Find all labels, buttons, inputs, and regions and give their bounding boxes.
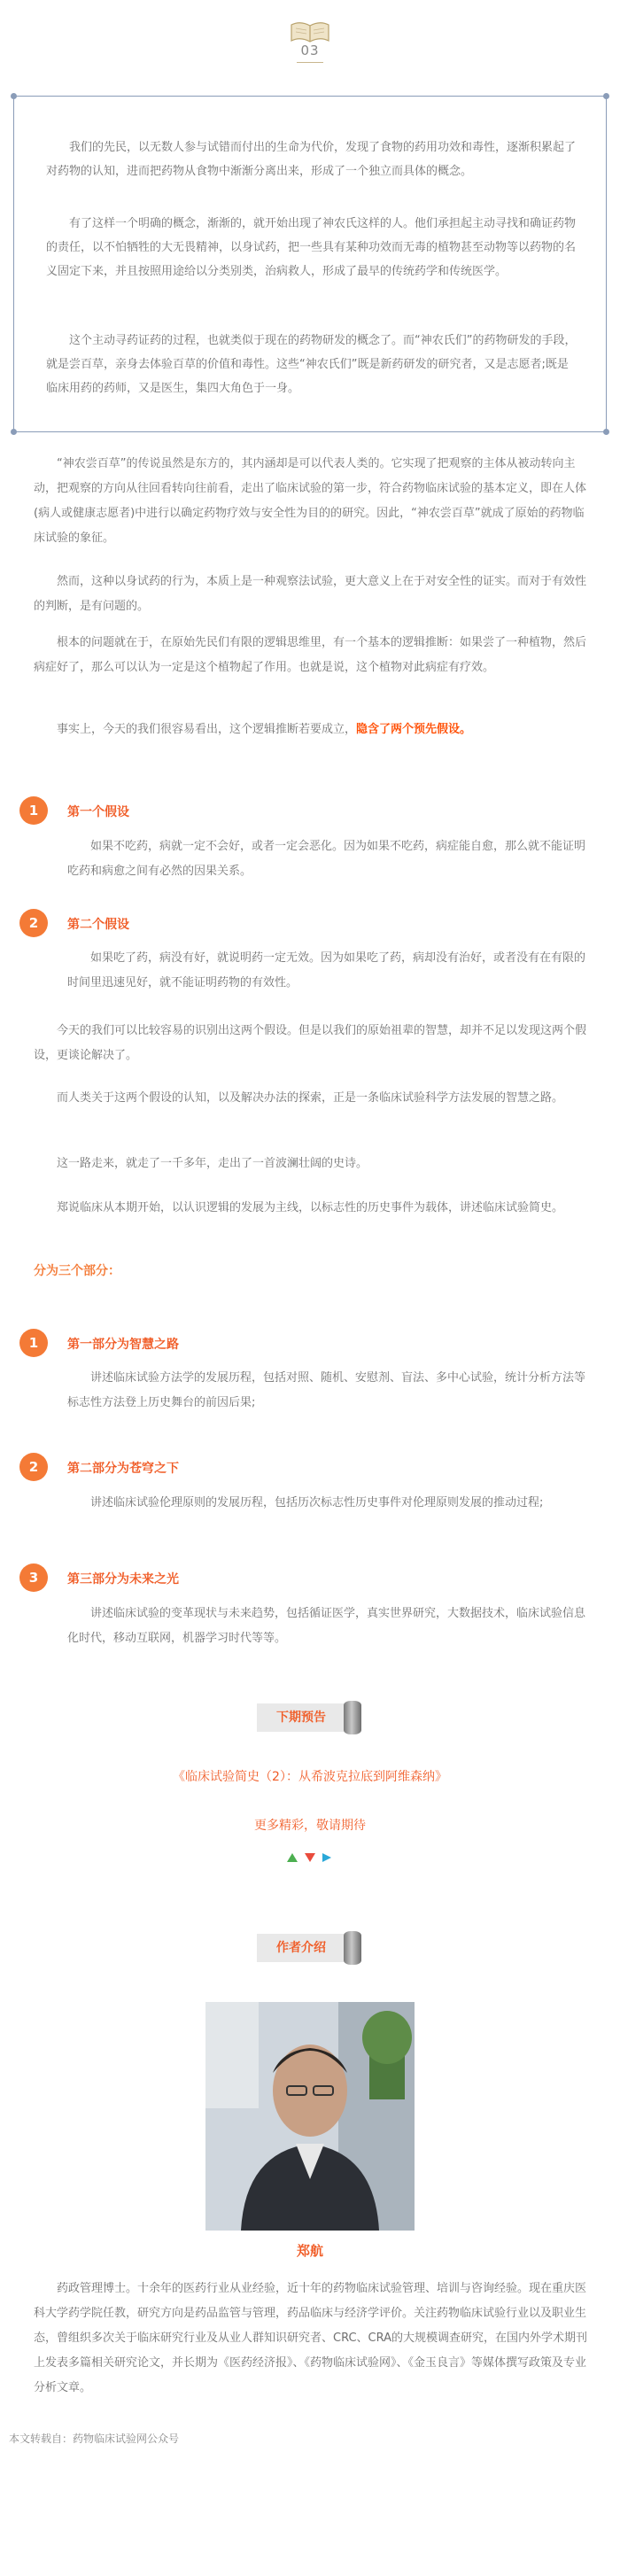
intro-paragraph: 有了这样一个明确的概念，渐渐的，就开始出现了神农氏这样的人。他们承担起主动寻找和确证药物的责任，以不怕牺牲的大无畏精神，以身试药，把一些具有某种功效而无毒的植物甚至动物等以药物的名义固定下来，并且按照用途给以分类别类，治病救人，形成了最早的传统药学和传统医学。 (46, 217, 577, 278)
author-label (257, 1931, 381, 1965)
preview-subtitle: 更多精彩，敬请期待 (254, 1819, 366, 1833)
body-text: 事实上，今天的我们很容易看出，这个逻辑推断若要成立， (57, 723, 357, 736)
number-badge: 2 (19, 1453, 48, 1481)
body-paragraph: 而人类关于这两个假设的认知，以及解决办法的探索，正是一条临床试验科学方法发展的智慧之路。 (57, 1091, 564, 1105)
part-title: 第三部分为未来之光 (67, 1572, 179, 1587)
number-badge: 2 (19, 909, 48, 937)
part-title: 第一部分为智慧之路 (67, 1338, 179, 1352)
number-badge: 1 (19, 796, 48, 825)
corner-dot (11, 429, 17, 435)
number-badge: 1 (19, 1329, 48, 1357)
highlight-text: 隐含了两个预先假设。 (356, 723, 472, 736)
assumption-text: 如果不吃药，病就一定不会好，或者一定会恶化。因为如果不吃药，病症能自愈，那么就不能证明吃药和病愈之间有必然的因果关系。 (67, 840, 586, 878)
author-name: 郑航 (296, 2243, 323, 2259)
preview-title[interactable]: 《临床试验简史（2）：从希波克拉底到阿维森纳》 (173, 1770, 447, 1784)
open-book-icon (288, 18, 332, 44)
corner-dot (603, 93, 609, 99)
intro-paragraph: 我们的先民，以无数人参与试错而付出的生命为代价，发现了食物的药用功效和毒性，逐渐积累起了对药物的认知，进而把药物从食物中渐渐分离出来，形成了一个独立而具体的概念。 (46, 141, 577, 178)
triangle-ornament-icon (283, 1851, 337, 1864)
author-portrait-image (205, 2002, 415, 2231)
chapter-number: 03 (300, 43, 320, 58)
preview-label-text: 下期预告 (257, 1703, 345, 1732)
part-title: 第二部分为苍穹之下 (67, 1462, 179, 1476)
cylinder-decoration (344, 1931, 361, 1965)
assumption-title: 第二个假设 (67, 918, 129, 932)
part-text: 讲述临床试验伦理原则的发展历程，包括历次标志性历史事件对伦理原则发展的推动过程; (90, 1496, 544, 1509)
body-paragraph: 根本的问题就在于，在原始先民们有限的逻辑思维里，有一个基本的逻辑推断：如果尝了一种植物，然后病症好了，那么可以认为一定是这个植物起了作用。也就是说，这个植物对此病症有疗效。 (34, 636, 587, 674)
part-text: 讲述临床试验的变革现状与未来趋势，包括循证医学，真实世界研究，大数据技术，临床试验信息化时代，移动互联网，机器学习时代等等。 (67, 1607, 586, 1645)
intro-paragraph: 这个主动寻药证药的过程，也就类似于现在的药物研发的概念了。而“神农氏们”的药物研发的手段，就是尝百草，亲身去体验百草的价值和毒性。这些“神农氏们”既是新药研发的研究者，又是志愿者;既是临床用药的药师，又是医生，集四大角色于一身。 (46, 334, 577, 395)
body-paragraph: 郑说临床从本期开始，以认识逻辑的发展为主线，以标志性的历史事件为载体，讲述临床试验简史。 (57, 1201, 564, 1214)
author-label-text: 作者介绍 (257, 1934, 345, 1962)
intro-box (13, 96, 607, 432)
corner-dot (603, 429, 609, 435)
body-paragraph (34, 718, 592, 742)
body-paragraph: “神农尝百草”的传说虽然是东方的，其内涵却是可以代表人类的。它实现了把观察的主体从被动转向主动，把观察的方向从往回看转向往前看，走出了临床试验的第一步，符合药物临床试验的基本定义，即在人体(病人或健康志愿者)中进行以确定药物疗效与安全性为目的的研究。因此，“神农尝百草”就成了原始的药物临床试验的象征。 (34, 457, 587, 545)
assumption-text: 如果吃了药，病没有好，就说明药一定无效。因为如果吃了药，病却没有治好，或者没有在有限的时间里迅速见好，就不能证明药物的有效性。 (67, 951, 586, 989)
body-paragraph: 这一路走来，就走了一千多年，走出了一首波澜壮阔的史诗。 (57, 1157, 368, 1170)
part-text: 讲述临床试验方法学的发展历程，包括对照、随机、安慰剂、盲法、多中心试验，统计分析方法等标志性方法登上历史舞台的前因后果; (67, 1371, 586, 1409)
number-badge: 3 (19, 1563, 48, 1592)
corner-dot (11, 93, 17, 99)
cylinder-decoration (344, 1701, 361, 1734)
author-bio: 药政管理博士。十余年的医药行业从业经验，近十年的药物临床试验管理、培训与咨询经验。现在重庆医科大学药学院任教，研究方向是药品监管与管理，药品临床与经济学评价。关注药物临床试验行业以及职业生态，曾组织多次关于临床研究行业及从业人群知识研究者、CRC、CRA的大规模调查研究，在国内外学术期刊上发表多篇相关研究论文，并长期为《医药经济报》、《药物临床试验网》、《金玉良言》等媒体撰写政策及专业分析文章。 (34, 2282, 588, 2394)
assumption-title: 第一个假设 (67, 805, 129, 819)
preview-label (257, 1701, 381, 1734)
divider (297, 62, 323, 63)
author-photo (205, 2002, 415, 2231)
body-paragraph: 今天的我们可以比较容易的识别出这两个假设。但是以我们的原始祖辈的智慧，却并不足以发现这两个假设，更谈论解决了。 (34, 1024, 587, 1062)
parts-label: 分为三个部分： (34, 1264, 120, 1278)
source-note: 本文转载自：药物临床试验网公众号 (9, 2432, 180, 2445)
body-paragraph: 然而，这种以身试药的行为，本质上是一种观察法试验，更大意义上在于对安全性的证实。而对于有效性的判断，是有问题的。 (34, 575, 587, 613)
